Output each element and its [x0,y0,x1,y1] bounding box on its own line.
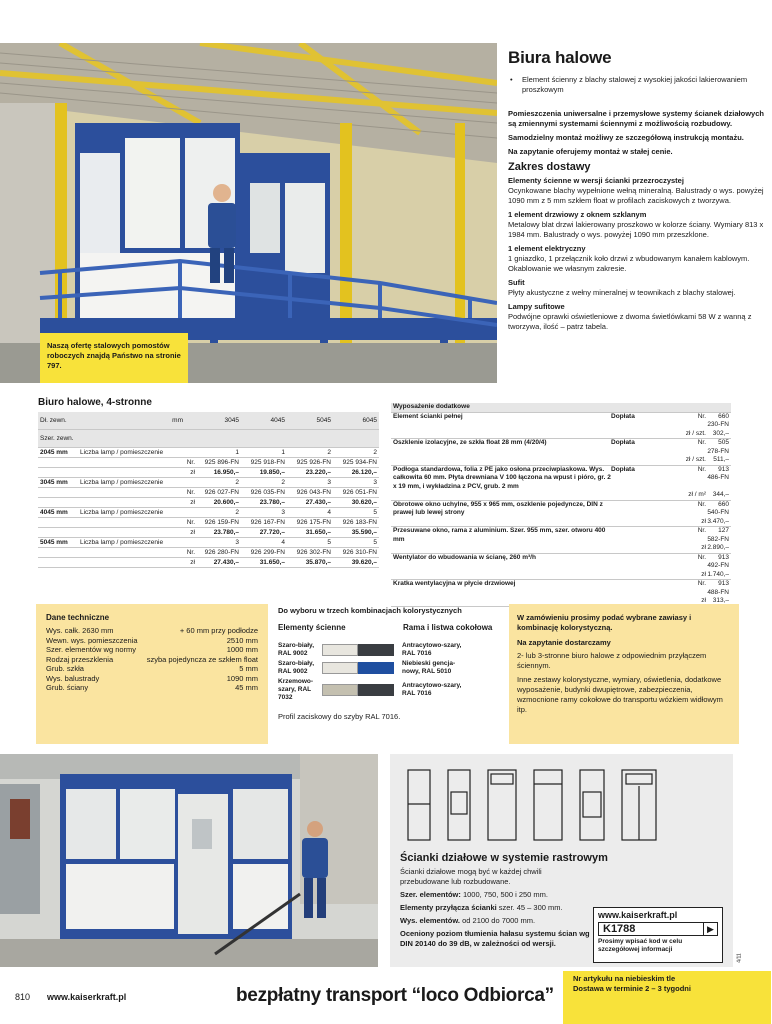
col-width-label: Szer. zewn. [40,435,74,442]
currency-label: zł [190,559,195,566]
tech-value: 1090 mm [226,673,258,683]
price: 27.720,– [259,529,285,536]
scope-body: Podwójne oprawki oświetleniowe z dwoma świetlówkami 58 W z wanną z tworzywa, ilość – patrz tabela. [508,312,752,331]
scope-body: Płyty akustyczne z wełny mineralnej w teownikach z blachy stalowej. [508,288,736,297]
table-row [38,538,379,548]
empty [80,548,185,557]
wall-color-swatch [322,644,358,656]
scope-head: Lampy sufitowe [508,302,565,311]
frame-color-swatch [358,662,394,674]
article-number: 925 918-FN [250,459,285,466]
accessory-extra: Dopłata [611,412,635,420]
empty [80,468,185,477]
price: 35.870,– [305,559,331,566]
lamp-count: 3 [235,539,239,546]
accessories-title: Wyposażenie dodatkowe [393,403,470,410]
article-number: 926 302-FN [296,549,331,556]
accessories-header [391,403,731,413]
footer-claim: bezpłatny transport “loco Odbiorca” [236,985,554,1006]
accessory-unit: zł [701,570,706,578]
currency-label: zł [190,469,195,476]
accessory-extra [611,571,666,580]
lamp-count: 3 [281,509,285,516]
price: 23.220,– [305,469,331,476]
accessory-extra [611,544,666,553]
accessory-row [391,518,731,528]
price-table-title: Biuro halowe, 4-stronne [38,397,152,408]
col-width-header: 4045 [270,417,285,424]
table-body [38,448,379,568]
order-subtitle: Na zapytanie dostarczamy [517,638,611,647]
price-table [38,412,379,568]
table-header-row [38,412,379,430]
colors-header [278,623,506,632]
order-title: W zamówieniu prosimy podać wybrane zawiasy i kombinację kolorystyczną. [517,613,692,632]
accessory-name: Obrotowe okno uchylne, 955 x 965 mm, oszklenie pojedyncze, DIN z prawej lub lewej strony [393,500,603,516]
product-description [508,48,770,336]
accessory-value: 660 540-FN [707,500,729,516]
intro-paragraph-2: Samodzielny montaż możliwy ze szczegółową instrukcją montażu. [508,133,744,142]
accessory-name: Wentylator do wbudowania w ścianę, 260 m³/h [393,553,536,561]
accessory-name: Podłoga standardowa, folia z PE jako osłona przeciwpiaskowa. Wys. całkowita 60 mm. Płyta drewniana V 100 łączona na wpust i pióro, gr. 2 x 19 mm, i wykładzina z PCV, grub. 2 mm [393,465,611,490]
accessory-extra [611,456,666,465]
col-width-header: 5045 [316,417,331,424]
wall-color-swatch [322,662,358,674]
empty [38,548,80,557]
empty [185,448,195,457]
empty [38,518,80,527]
row-length: 3045 mm [40,479,68,486]
article-number: 925 926-FN [296,459,331,466]
scope-body: Metalowy blat drzwi lakierowany proszkowo w kolorze ściany. Wymiary 813 x 1984 mm. Balustrady o wys. powyżej 1090 mm przeszklone. [508,220,764,239]
colors-col-wall: Elementy ścienne [278,623,346,632]
accessory-extra [611,430,666,439]
table-row [38,548,379,558]
footer-site: www.kaiserkraft.pl [47,992,127,1002]
article-number: 926 027-FN [204,489,239,496]
wall-color-label: Szaro-biały, RAL 9002 [278,660,315,675]
color-combo-row [278,678,506,702]
lamp-label: Liczba lamp / pomieszczenie [80,449,164,456]
price: 35.590,– [351,529,377,536]
tech-row [46,655,258,665]
product-bullet: • Element ścienny z blachy stalowej z wysokiej jakości lakierowaniem proszkowym [508,75,770,95]
raster-intro: Ścianki działowe mogą być w każdej chwili przebudowane lub rozbudowane. [400,867,542,886]
tech-row [46,626,258,636]
accessory-row [391,571,731,581]
accessory-row [391,501,731,518]
accessory-unit: Nr. [697,553,706,561]
article-number: 925 934-FN [342,459,377,466]
accessory-unit: Nr. [697,580,706,587]
tech-value: 1000 mm [226,645,258,654]
col-length-header: Dł. zewn. [40,417,67,424]
accessory-value: 344,– [712,491,729,498]
accessory-value: 913 486-FN [707,465,729,481]
raster-label: Wys. elementów. [400,916,461,925]
currency-label: zł [190,529,195,536]
accessories-body [391,413,731,607]
delivery-note [563,971,771,1024]
article-number: 926 159-FN [204,519,239,526]
tech-row [46,636,258,646]
accessory-name [391,430,611,439]
empty [80,458,185,467]
play-arrow-icon[interactable]: ▶ [703,923,717,935]
accessory-row [391,544,731,554]
nr-label: Nr. [186,549,195,556]
table-row [38,508,379,518]
tech-row [46,674,258,684]
empty [38,558,80,567]
lamp-label: Liczba lamp / pomieszczenie [80,479,164,486]
table-row [38,528,379,538]
empty [38,468,80,477]
accessory-name [391,571,611,580]
empty [38,458,80,467]
accessory-value: 3.470,– [707,517,729,525]
empty [185,478,195,487]
accessory-value: 505 278-FN [707,439,729,455]
accessory-unit: Nr. [697,527,706,534]
raster-value: 1000, 750, 500 i 250 mm. [460,890,548,899]
accessory-name [391,456,611,465]
accessory-extra [611,554,666,571]
tech-title: Dane techniczne [46,613,110,622]
tech-row [46,664,258,674]
delivery-note-line: Dostawa w terminie 2 – 3 tygodni [573,984,691,993]
tech-value: 45 mm [235,683,258,692]
table-row [38,448,379,458]
accessory-extra: Dopłata [611,439,635,446]
price: 16.950,– [213,469,239,476]
accessory-row [391,456,731,466]
tech-rows [46,626,258,693]
wall-color-swatch [322,684,358,696]
table-row [38,478,379,488]
accessories-table [391,403,731,607]
lamp-count: 5 [373,539,377,546]
raster-label: Elementy przyłącza ścianki [400,903,497,912]
table-subheader-row [38,430,379,448]
empty [185,538,195,547]
tech-row [46,683,258,693]
article-number: 926 183-FN [342,519,377,526]
scope-head: Sufit [508,278,525,287]
accessory-row [391,413,731,430]
table-row [38,518,379,528]
article-number: 926 035-FN [250,489,285,496]
accessory-unit: Nr. [697,465,706,473]
nr-label: Nr. [186,519,195,526]
accessory-value: 511,– [713,456,729,463]
article-number: 926 043-FN [296,489,331,496]
scope-head: 1 element elektryczny [508,244,586,253]
article-number: 926 167-FN [250,519,285,526]
col-width-header: 6045 [362,417,377,424]
raster-title: Ścianki działowe w systemie rastrowym [400,852,608,864]
scope-head: 1 element drzwiowy z oknem szklanym [508,210,647,219]
accessory-row [391,491,731,501]
accessory-name: Element ścianki pełnej [393,412,463,420]
price: 19.850,– [259,469,285,476]
tech-label: Grub. ściany [46,683,89,692]
order-paragraph: 2- lub 3-stronne biuro halowe z odpowiednim przyłączem ściennym. [517,651,707,670]
lamp-count: 2 [281,479,285,486]
currency-label: zł [190,499,195,506]
colors-col-frame: Rama i listwa cokołowa [403,623,493,632]
order-info-box [509,604,739,744]
empty [80,558,185,567]
accessory-value: 913 488-FN [707,580,729,596]
frame-color-label: Antracytowo-szary, RAL 7016 [402,642,462,657]
tech-row [46,645,258,655]
web-code: K1788 [603,923,636,935]
accessory-row [391,554,731,571]
colors-title: Do wyboru w trzech kombinacjach kolorystycznych [278,606,462,615]
lamp-label: Liczba lamp / pomieszczenie [80,509,164,516]
raster-value: szer. 45 – 300 mm. [496,903,563,912]
lamp-count: 4 [327,509,331,516]
row-length: 4045 mm [40,509,68,516]
accessory-value: 913 492-FN [707,553,729,569]
accessory-value: 2.890,– [707,544,729,551]
accessory-name [391,491,611,500]
lamp-count: 4 [281,539,285,546]
lamp-count: 2 [327,449,331,456]
lamp-count: 2 [373,449,377,456]
partition-types-icon [400,764,660,844]
lamp-count: 1 [235,449,239,456]
table-row [38,498,379,508]
accessory-row [391,430,731,440]
lamp-count: 2 [235,479,239,486]
price: 31.650,– [259,559,285,566]
accessory-unit: zł / szt. [685,456,706,463]
table-row [38,458,379,468]
price: 26.120,– [351,469,377,476]
side-code: 4/11 [736,953,743,963]
frame-color-swatch [358,644,394,656]
accessory-extra [611,501,666,518]
accessory-unit: Nr. [697,439,706,446]
accessory-row [391,439,731,456]
accessory-name [391,518,611,527]
price: 23.780,– [213,529,239,536]
frame-color-label: Niebieski gencja-nowy, RAL 5010 [402,660,456,675]
accessory-extra [611,527,666,544]
price: 31.650,– [305,529,331,536]
accessory-name: Przesuwane okno, rama z aluminium. Szer. 955 mm, szer. otworu 400 mm [393,527,606,543]
tech-value: szyba pojedyncza ze szkłem float [146,654,258,664]
scope-body: 1 gniazdko, 1 przełącznik koło drzwi z wbudowanym kanałem kablowym. Okablowanie we własnym zakresie. [508,254,750,273]
accessory-value: 127 582-FN [707,527,729,543]
accessory-unit: zł / m² [688,491,706,498]
article-number: 926 310-FN [342,549,377,556]
accessory-row [391,527,731,544]
accessory-unit: Nr. [697,412,706,420]
wall-color-label: Krzemowo-szary, RAL 7032 [278,678,314,701]
accessory-unit: zł [701,597,706,604]
table-row [38,468,379,478]
accessory-name: Kratka wentylacyjna w płycie drzwiowej [393,580,516,587]
accessory-value: 302,– [712,429,729,437]
table-row [38,488,379,498]
lamp-label: Liczba lamp / pomieszczenie [80,539,164,546]
article-number: 926 051-FN [342,489,377,496]
scope-title: Zakres dostawy [508,161,591,173]
scope-head: Elementy ścienne w wersji ścianki przezroczystej [508,176,684,185]
nr-label: Nr. [186,459,195,466]
lamp-count: 1 [281,449,285,456]
accessory-row [391,466,731,492]
lamp-count: 2 [235,509,239,516]
empty [80,528,185,537]
nr-label: Nr. [186,489,195,496]
empty [80,488,185,497]
price: 39.620,– [351,559,377,566]
lamp-count: 5 [373,509,377,516]
accessory-row [391,580,731,597]
tech-label: Szer. elementów wg normy [46,645,137,654]
price: 27.430,– [305,499,331,506]
web-url[interactable]: www.kaiserkraft.pl [598,910,678,920]
row-length: 2045 mm [40,449,68,456]
technical-data-box [36,604,268,744]
tech-label: Wewn. wys. pomieszczenia [46,635,138,645]
price: 30.620,– [351,499,377,506]
order-paragraph: Inne zestawy kolorystyczne, wymiary, oświetlenia, dodatkowe wyposażenie, budynki dwupiętrowe, zabezpieczenia, wzmocnione ramy cokołowe do transportu wózkiem widłowym itp. [517,675,723,714]
col-unit-header: mm [172,417,183,424]
color-combo-row [278,642,506,658]
lamp-count: 3 [373,479,377,486]
web-note: Prosimy wpisać kod w celu szczegółowej informacji [598,938,683,953]
accessory-value: 660 230-FN [707,412,729,428]
color-combo-row [278,660,506,676]
accessory-extra [611,580,666,597]
accessory-unit: zł [701,544,706,551]
color-rows [278,642,506,702]
platform-reference-note: Naszą ofertę stalowych pomostów roboczych znajdą Państwo na stronie 797. [40,333,188,383]
empty [185,508,195,517]
scope-body: Ocynkowane blachy wypełnione wełną mineralną. Balustrady o wys. powyżej 1090 mm z 5 mm szkłem float w profilach zaciskowych z tworzywa. [508,186,764,205]
accessory-extra [611,491,666,500]
tech-label: Rodzaj przeszklenia [46,654,114,664]
raster-value: od 2100 do 7000 mm. [460,916,536,925]
price: 20.600,– [213,499,239,506]
accessory-unit: zł [701,517,706,525]
article-number: 925 896-FN [204,459,239,466]
lamp-count: 3 [327,479,331,486]
accessory-name [391,544,611,553]
tech-value: 2510 mm [226,635,258,645]
row-length: 5045 mm [40,539,68,546]
colors-note: Profil zaciskowy do szyby RAL 7016. [278,712,401,721]
empty [38,528,80,537]
article-number: 926 175-FN [296,519,331,526]
tech-value: + 60 mm przy podłodze [179,626,258,635]
accessory-name: Oszklenie izolacyjne, ze szkła float 28 mm (4/20/4) [393,439,547,446]
frame-color-label: Antracytowo-szary, RAL 7016 [402,682,462,697]
tech-label: Grub. szkła [46,664,84,673]
page-number: 810 [15,992,31,1002]
accessory-value: 313,– [712,597,729,604]
accessory-value: 1.740,– [707,570,729,578]
product-title: Biura halowe [508,48,612,67]
accessory-extra: Dopłata [611,465,635,473]
warehouse-office-photo [0,43,497,383]
color-combinations-box [278,606,506,746]
tech-value: 5 mm [239,664,258,673]
wall-color-label: Szaro-biały, RAL 9002 [278,642,315,657]
raster-noise-note: Oceniony poziom tłumienia hałasu systemu ścian wg DIN 20140 do 39 dB, w zależności od wersji. [400,929,590,948]
accessory-unit: Nr. [697,500,706,508]
empty [38,488,80,497]
lamp-count: 5 [327,539,331,546]
empty [80,518,185,527]
tech-label: Wys. balustrady [46,673,100,683]
delivery-note-line: Nr artykułu na niebieskim tle [573,974,676,983]
intro-paragraph-3: Na zapytanie oferujemy montaż w stałej cenie. [508,147,673,156]
tech-label: Wys. całk. 2630 mm [46,626,114,635]
raster-label: Szer. elementów: [400,890,461,899]
empty [38,498,80,507]
frame-color-swatch [358,684,394,696]
accessory-extra [611,518,666,527]
office-cabin-photo [0,754,378,967]
accessory-unit: zł / szt. [685,429,706,437]
col-width-header: 3045 [224,417,239,424]
article-number: 926 280-FN [204,549,239,556]
empty [80,498,185,507]
table-row [38,558,379,568]
intro-paragraph-1: Pomieszczenia uniwersalne i przemysłowe systemy ścianek działowych są zmiennymi systemami ściennymi z możliwością rozbudowy. [508,109,764,128]
price: 27.430,– [213,559,239,566]
article-number: 926 299-FN [250,549,285,556]
price: 23.780,– [259,499,285,506]
web-code-box[interactable] [593,907,723,963]
